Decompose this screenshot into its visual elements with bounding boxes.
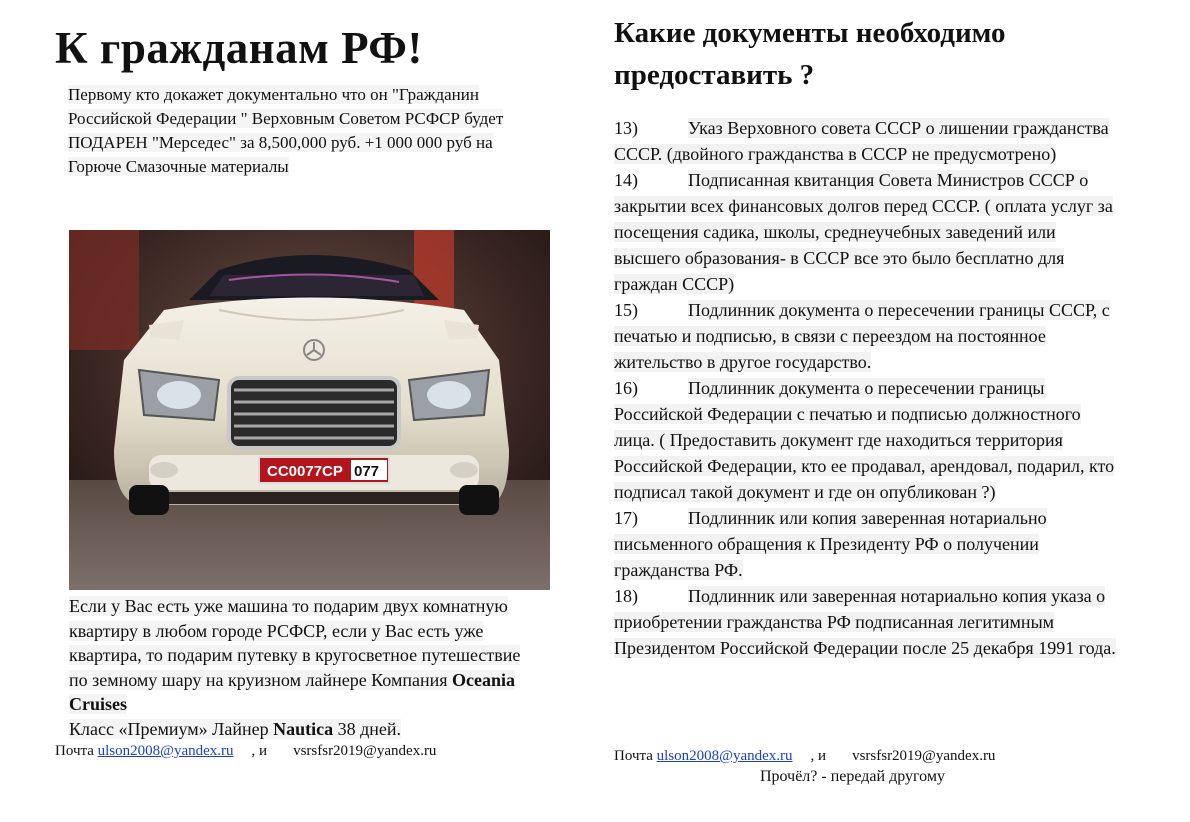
right-title: Какие документы необходимо предоставить ? [614,17,1006,91]
email-link[interactable]: ulson2008@yandex.ru [656,748,793,764]
mercedes-car-image [69,230,550,590]
email-text: vsrsfsr2019@yandex.ru [852,748,996,764]
offer-text: Если у Вас есть уже машина то подарим двух комнатную квартиру в любом городе РСФСР, если у Вас есть уже квартира, то подарим путевку в кругосветное путешествие по земному шару на круизном лайнере Компания Oceania Cruises Класс «Премиум» Лайнер Nautica 38 дней. [69,596,521,739]
company-name: Oceania Cruises [69,669,516,714]
list-item: 15) Подлинник документа о пересечении границы СССР, с печатью и подписью, в связи с переездом на постоянное жительство в другое государство. [614,300,1110,372]
plate-right: 077 [354,463,380,480]
document-list [614,115,1124,661]
left-title: К гражданам РФ! [55,23,423,73]
list-item: 17) Подлинник или копия заверенная нотариально письменного обращения к Президенту РФ о получении гражданства РФ. [614,508,1047,580]
email-text: vsrsfsr2019@yandex.ru [293,743,437,759]
footer-note: Прочёл? - передай другому [760,768,945,785]
intro-text: Первому кто докажет документально что он "Гражданин Российской Федерации " Верховным Советом РСФСР будет ПОДАРЕН "Мерседес" за 8,500,000 руб. +1 000 000 руб на Горюче Смазочные материалы [68,85,504,176]
list-item: 14) Подписанная квитанция Совета Министров СССР о закрытии всех финансовых долгов перед СССР. ( оплата услуг за посещения садика, школы, среднеучебных заведений или высшего образования- в СССР все это было бесплатно для граждан СССР) [614,170,1113,294]
car-photo [69,230,550,590]
liner-name: Nautica [273,718,334,739]
contacts-left: Почта ulson2008@yandex.ru , и vsrsfsr2019@yandex.ru [55,743,437,759]
email-link[interactable]: ulson2008@yandex.ru [97,743,234,759]
plate-left: CC0077CP [267,463,343,480]
contacts-right: Почта ulson2008@yandex.ru , и vsrsfsr2019@yandex.ru [614,748,996,764]
list-item: 18) Подлинник или заверенная нотариально копия указа о приобретении гражданства РФ подписанная легитимным Президентом Российской Федерации после 25 декабря 1991 года. [614,586,1116,658]
list-item: 16) Подлинник документа о пересечении границы Российской Федерации с печатью и подписью должностного лица. ( Предоставить документ где находиться территория Российской Федерации, кто ее продавал, арендовал, подарил, кто подписал такой документ и где он опубликован ?) [614,378,1115,502]
list-item: 13) Указ Верховного совета СССР о лишении гражданства СССР. (двойного гражданства в СССР не предусмотрено) [614,118,1109,164]
